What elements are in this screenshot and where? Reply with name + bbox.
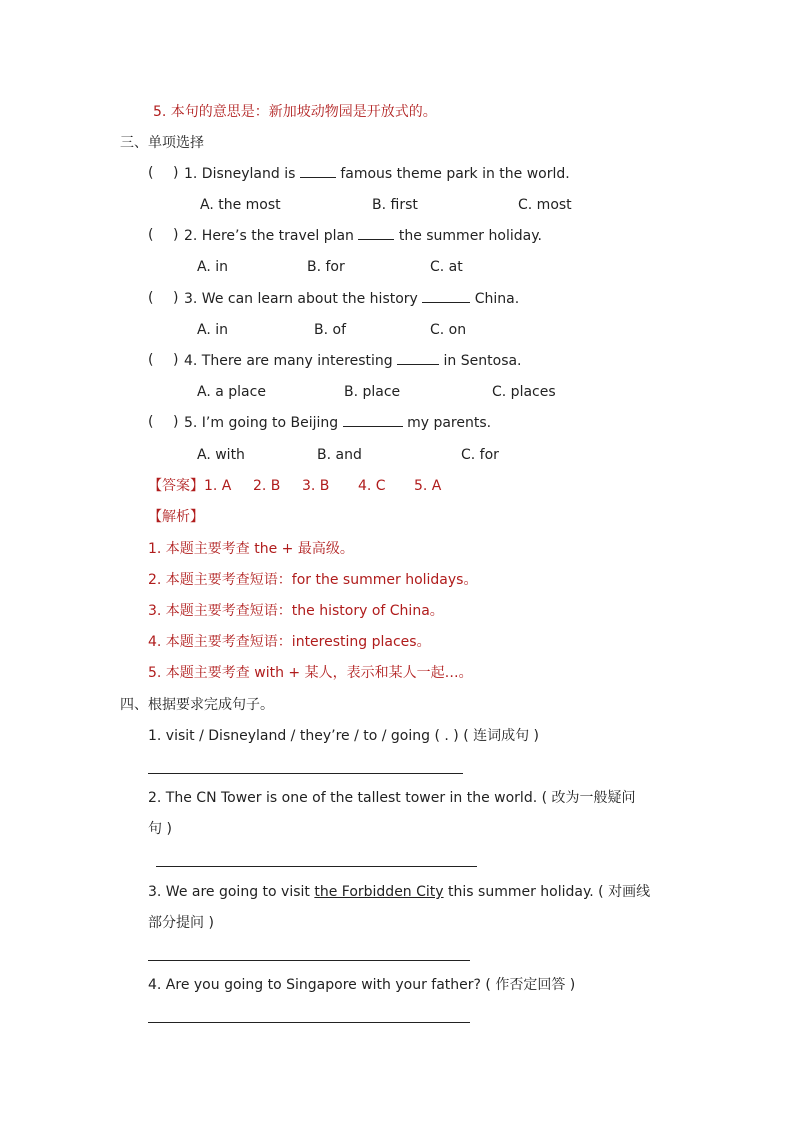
analysis-label: 【解析】 [148, 509, 204, 525]
answer-paren-close: ) [173, 290, 179, 306]
question-1-blank [300, 165, 336, 178]
question-2 [184, 227, 542, 245]
answer-2: 2. B [253, 478, 281, 494]
answer-paren-open: ( [148, 414, 154, 430]
answer-5: 5. A [414, 478, 442, 494]
q5-option-a: A. with [197, 447, 245, 463]
q1-option-a: A. the most [200, 197, 281, 213]
question-5-after: my parents. [407, 415, 492, 431]
question-1-after: famous theme park in the world. [340, 166, 570, 182]
q2-option-b: B. for [307, 259, 345, 275]
q3-option-c: C. on [430, 322, 467, 338]
answer-paren-close: ) [173, 227, 179, 243]
section4-question-4: 4. Are you going to Singapore with your father? ( 作否定回答 ) [148, 977, 576, 993]
section3-title: 三、单项选择 [120, 135, 204, 151]
q4-option-b: B. place [344, 384, 401, 400]
q2-option-c: C. at [430, 259, 463, 275]
previous-note: 5. 本句的意思是：新加坡动物园是开放式的。 [153, 104, 437, 120]
question-3 [184, 290, 519, 308]
answer-3: 3. B [302, 478, 330, 494]
question-5 [184, 414, 491, 432]
question-3-text: 3. We can learn about the history [184, 291, 418, 307]
analysis-4: 4. 本题主要考查短语：interesting places。 [148, 634, 431, 650]
analysis-3: 3. 本题主要考查短语：the history of China。 [148, 603, 444, 619]
answer-1: 1. A [204, 478, 232, 494]
q3-post-text: this summer holiday. ( 对画线 [443, 884, 651, 900]
q3-underlined-text: the Forbidden City [314, 884, 444, 900]
question-5-blank [343, 414, 403, 427]
q5-option-b: B. and [317, 447, 362, 463]
question-3-after: China. [474, 291, 520, 307]
question-2-after: the summer holiday. [398, 228, 542, 244]
q4-option-a: A. a place [197, 384, 266, 400]
answer-paren-close: ) [173, 352, 179, 368]
answer-line-2[interactable] [156, 866, 477, 867]
section4-question-3-line1 [148, 883, 650, 901]
analysis-1: 1. 本题主要考查 the + 最高级。 [148, 541, 354, 557]
answer-paren-close: ) [173, 165, 179, 181]
question-2-text: 2. Here’s the travel plan [184, 228, 354, 244]
answer-4: 4. C [358, 478, 386, 494]
answer-line-3[interactable] [148, 960, 470, 961]
answer-line-1[interactable] [148, 773, 463, 774]
question-4-text: 4. There are many interesting [184, 353, 393, 369]
question-2-blank [358, 227, 394, 240]
answer-paren-open: ( [148, 290, 154, 306]
section4-question-3-line2: 部分提问 ) [148, 915, 214, 931]
answer-line-4[interactable] [148, 1022, 470, 1023]
answer-paren-open: ( [148, 227, 154, 243]
question-4-after: in Sentosa. [443, 353, 522, 369]
answer-label: 【答案】 [148, 478, 204, 494]
q1-option-c: C. most [518, 197, 572, 213]
analysis-5: 5. 本题主要考查 with + 某人，表示和某人一起…。 [148, 665, 473, 681]
question-1-text: 1. Disneyland is [184, 166, 296, 182]
section4-title: 四、根据要求完成句子。 [120, 697, 274, 713]
q3-option-a: A. in [197, 322, 228, 338]
q5-option-c: C. for [461, 447, 499, 463]
q2-option-a: A. in [197, 259, 228, 275]
question-1 [184, 165, 570, 183]
question-4 [184, 352, 522, 370]
q3-option-b: B. of [314, 322, 346, 338]
q1-option-b: B. first [372, 197, 418, 213]
question-5-text: 5. I’m going to Beijing [184, 415, 339, 431]
answer-paren-open: ( [148, 352, 154, 368]
q3-pre-text: 3. We are going to visit [148, 884, 315, 900]
section4-question-2-line2: 句 ) [148, 821, 172, 837]
q4-option-c: C. places [492, 384, 556, 400]
analysis-2: 2. 本题主要考查短语：for the summer holidays。 [148, 572, 478, 588]
section4-question-1: 1. visit / Disneyland / they’re / to / going ( . ) ( 连词成句 ) [148, 728, 540, 744]
question-4-blank [397, 352, 439, 365]
question-3-blank [422, 290, 470, 303]
section4-question-2-line1: 2. The CN Tower is one of the tallest tower in the world. ( 改为一般疑问 [148, 790, 636, 806]
answer-paren-open: ( [148, 165, 154, 181]
answer-paren-close: ) [173, 414, 179, 430]
